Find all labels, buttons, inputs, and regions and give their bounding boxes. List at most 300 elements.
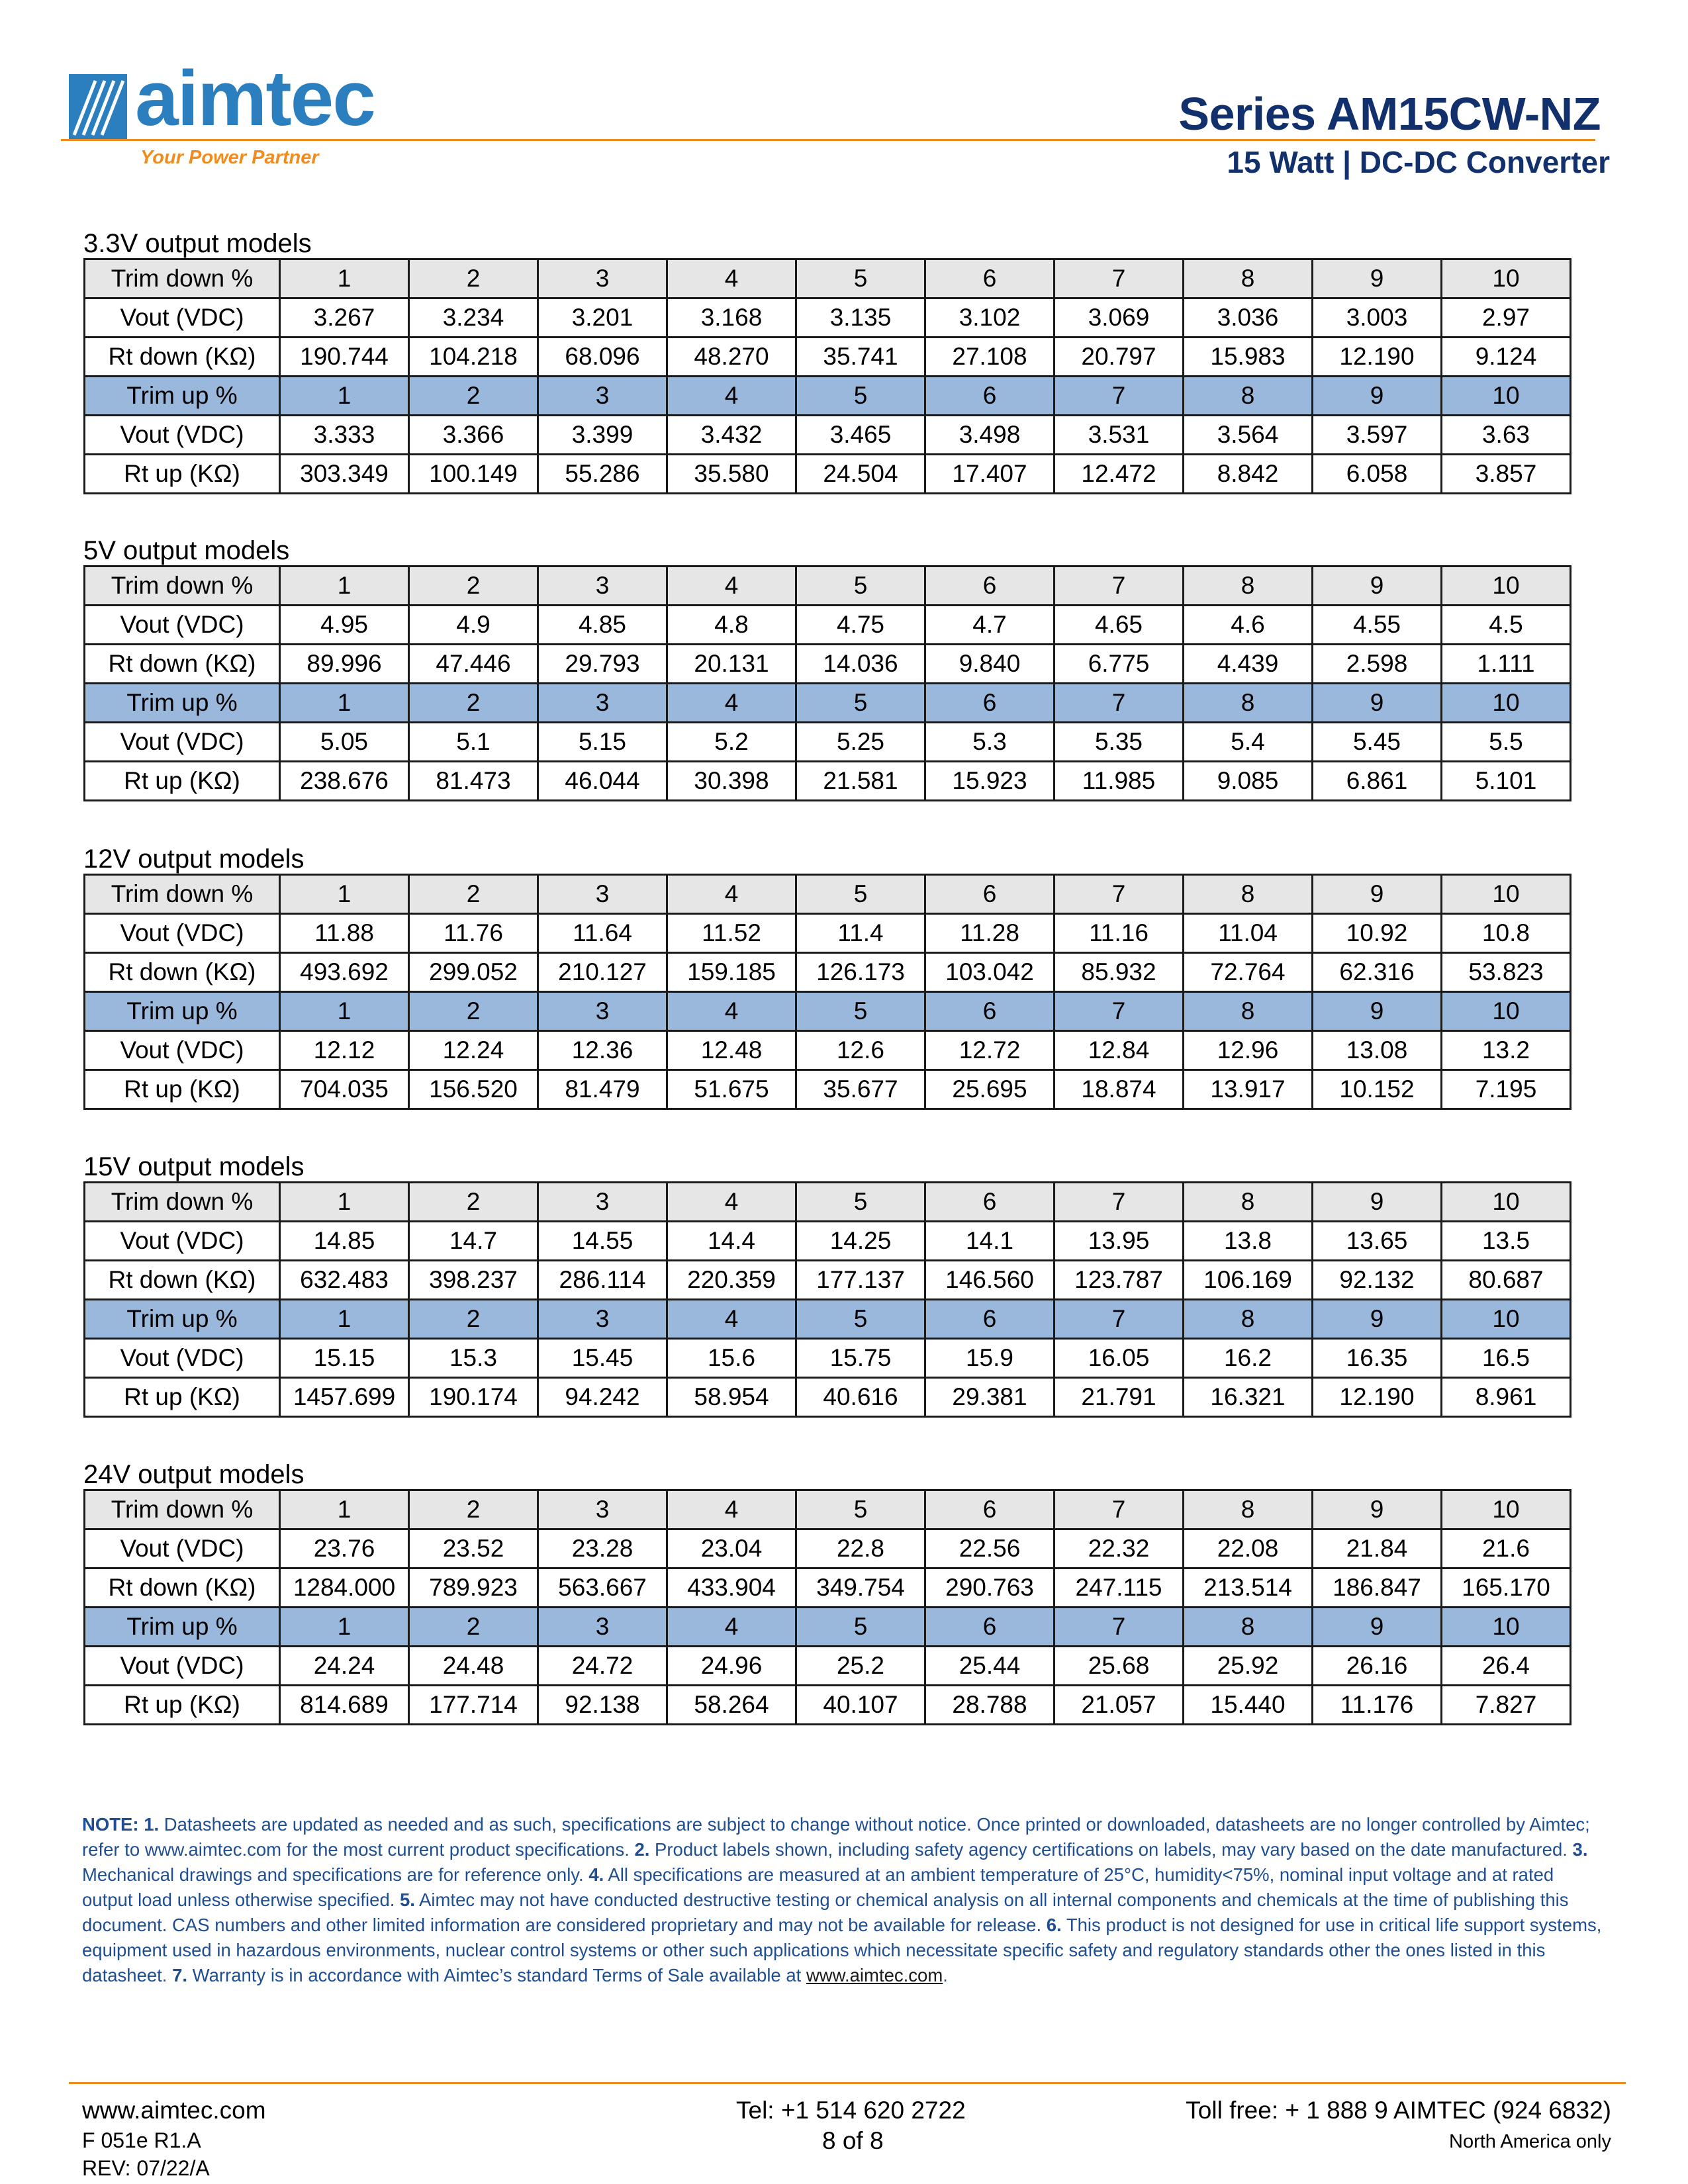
table-cell: 6 [925, 1608, 1055, 1647]
table-cell: 4.75 [796, 606, 925, 645]
table-cell: 1 [280, 259, 409, 298]
row-label: Trim down % [85, 1183, 280, 1222]
table-cell: 10 [1442, 1490, 1571, 1529]
table-cell: 2 [409, 259, 538, 298]
table-cell: 1 [280, 1490, 409, 1529]
table-cell: 6 [925, 567, 1055, 606]
trim-up-row [85, 992, 1571, 1031]
table-title: 24V output models [83, 1460, 305, 1489]
table-cell: 89.996 [280, 645, 409, 684]
table-cell: 5.2 [667, 723, 796, 762]
table-cell: 10 [1442, 1608, 1571, 1647]
table-cell: 3.003 [1313, 298, 1442, 338]
table-cell: 349.754 [796, 1569, 925, 1608]
table-cell: 15.440 [1184, 1686, 1313, 1725]
table-cell: 6 [925, 875, 1055, 914]
table-cell: 433.904 [667, 1569, 796, 1608]
row-label: Trim down % [85, 567, 280, 606]
table-cell: 4.65 [1055, 606, 1184, 645]
table-cell: 104.218 [409, 338, 538, 377]
table-cell: 22.56 [925, 1529, 1055, 1569]
table-cell: 11.985 [1055, 762, 1184, 801]
footer-toll-free: Toll free: + 1 888 9 AIMTEC (924 6832) [1186, 2097, 1611, 2124]
table-cell: 5 [796, 684, 925, 723]
note-text-1: Datasheets are updated as needed and as such, specifications are subject to change without notice. Once printed or downloaded, datasheets are no longer controlled by Aimtec; refer to www.aimtec.com for the most current product specifications. [82, 1814, 1590, 1860]
vout-up-row [85, 416, 1571, 455]
table-cell: 4.8 [667, 606, 796, 645]
table-cell: 25.92 [1184, 1647, 1313, 1686]
table-cell: 4.439 [1184, 645, 1313, 684]
table-cell: 14.036 [796, 645, 925, 684]
table-cell: 12.190 [1313, 1378, 1442, 1417]
table-cell: 8.961 [1442, 1378, 1571, 1417]
table-cell: 14.7 [409, 1222, 538, 1261]
table-cell: 14.55 [538, 1222, 667, 1261]
table-cell: 81.479 [538, 1070, 667, 1109]
table-cell: 8.842 [1184, 455, 1313, 494]
table-cell: 21.057 [1055, 1686, 1184, 1725]
note-text-6: This product is not designed for use in critical life support systems, equipment used in hazardous environments, nuclear control systems or other such applications which necessitate specific safety and regulatory standards other the ones listed in this datasheet. [82, 1915, 1602, 1985]
table-cell: 55.286 [538, 455, 667, 494]
table-title: 15V output models [83, 1152, 305, 1181]
table-cell: 3 [538, 1608, 667, 1647]
note-text-5: Aimtec may not have conducted destructive testing or chemical analysis on all internal components and chemicals at the time of publishing this document. CAS numbers and other limited information are considered proprietary and may not be available for release. [82, 1889, 1569, 1935]
table-cell: 40.107 [796, 1686, 925, 1725]
table-cell: 7 [1055, 1300, 1184, 1339]
table-cell: 25.44 [925, 1647, 1055, 1686]
table-cell: 4.85 [538, 606, 667, 645]
table-cell: 190.744 [280, 338, 409, 377]
table-cell: 12.12 [280, 1031, 409, 1070]
table-cell: 15.6 [667, 1339, 796, 1378]
note-num-2: 2. [634, 1839, 650, 1860]
table-cell: 3 [538, 259, 667, 298]
table-cell: 4 [667, 1300, 796, 1339]
table-cell: 72.764 [1184, 953, 1313, 992]
table-cell: 13.917 [1184, 1070, 1313, 1109]
table-cell: 7 [1055, 992, 1184, 1031]
table-cell: 22.08 [1184, 1529, 1313, 1569]
table-cell: 15.3 [409, 1339, 538, 1378]
trim-up-row [85, 1608, 1571, 1647]
table-cell: 5 [796, 259, 925, 298]
row-label: Trim up % [85, 1608, 280, 1647]
row-label: Rt down (KΩ) [85, 1569, 280, 1608]
table-cell: 5 [796, 875, 925, 914]
table-cell: 123.787 [1055, 1261, 1184, 1300]
table-cell: 2 [409, 567, 538, 606]
row-label: Vout (VDC) [85, 416, 280, 455]
table-cell: 47.446 [409, 645, 538, 684]
table-cell: 2 [409, 377, 538, 416]
table-cell: 9 [1313, 1608, 1442, 1647]
row-label: Vout (VDC) [85, 298, 280, 338]
table-cell: 53.823 [1442, 953, 1571, 992]
table-cell: 25.68 [1055, 1647, 1184, 1686]
rt-down-row [85, 953, 1571, 992]
table-cell: 23.76 [280, 1529, 409, 1569]
row-label: Rt down (KΩ) [85, 645, 280, 684]
table-cell: 9 [1313, 875, 1442, 914]
footer-divider [69, 2082, 1626, 2084]
table-cell: 2.97 [1442, 298, 1571, 338]
row-label: Trim down % [85, 259, 280, 298]
table-cell: 8 [1184, 259, 1313, 298]
rt-up-row [85, 455, 1571, 494]
table-cell: 3.465 [796, 416, 925, 455]
table-cell: 2 [409, 684, 538, 723]
table-cell: 10 [1442, 259, 1571, 298]
note-end: . [943, 1965, 948, 1985]
table-cell: 9 [1313, 377, 1442, 416]
table-cell: 14.1 [925, 1222, 1055, 1261]
table-cell: 26.4 [1442, 1647, 1571, 1686]
table-cell: 1 [280, 684, 409, 723]
table-cell: 3 [538, 684, 667, 723]
table-cell: 3.432 [667, 416, 796, 455]
table-cell: 10.92 [1313, 914, 1442, 953]
table-cell: 1 [280, 377, 409, 416]
table-cell: 35.580 [667, 455, 796, 494]
table-cell: 11.28 [925, 914, 1055, 953]
table-cell: 3.036 [1184, 298, 1313, 338]
table-cell: 7 [1055, 567, 1184, 606]
note-text-2: Product labels shown, including safety agency certifications on labels, may vary based on the date manufactured. [649, 1839, 1573, 1860]
table-cell: 13.65 [1313, 1222, 1442, 1261]
table-cell: 4 [667, 992, 796, 1031]
table-cell: 23.28 [538, 1529, 667, 1569]
table-cell: 12.96 [1184, 1031, 1313, 1070]
table-cell: 85.932 [1055, 953, 1184, 992]
table-cell: 21.6 [1442, 1529, 1571, 1569]
table-cell: 4 [667, 1490, 796, 1529]
table-cell: 20.797 [1055, 338, 1184, 377]
vout-down-row [85, 606, 1571, 645]
table-section [83, 844, 1571, 1110]
table-cell: 6 [925, 1300, 1055, 1339]
trim-down-row [85, 1490, 1571, 1529]
note-num-4: 4. [588, 1864, 604, 1885]
table-cell: 23.52 [409, 1529, 538, 1569]
row-label: Trim down % [85, 875, 280, 914]
table-cell: 30.398 [667, 762, 796, 801]
table-cell: 3.168 [667, 298, 796, 338]
table-cell: 11.88 [280, 914, 409, 953]
table-cell: 80.687 [1442, 1261, 1571, 1300]
table-cell: 704.035 [280, 1070, 409, 1109]
table-cell: 2 [409, 1608, 538, 1647]
table-cell: 17.407 [925, 455, 1055, 494]
table-cell: 5.3 [925, 723, 1055, 762]
table-cell: 5 [796, 567, 925, 606]
table-cell: 58.264 [667, 1686, 796, 1725]
table-cell: 4 [667, 1608, 796, 1647]
table-cell: 4.5 [1442, 606, 1571, 645]
rt-up-row [85, 1070, 1571, 1109]
table-cell: 563.667 [538, 1569, 667, 1608]
table-cell: 103.042 [925, 953, 1055, 992]
row-label: Vout (VDC) [85, 723, 280, 762]
table-cell: 10 [1442, 1183, 1571, 1222]
row-label: Vout (VDC) [85, 1529, 280, 1569]
table-cell: 35.741 [796, 338, 925, 377]
table-cell: 15.983 [1184, 338, 1313, 377]
aimtec-logo-mark-icon [69, 74, 127, 140]
table-cell: 210.127 [538, 953, 667, 992]
table-cell: 5 [796, 1490, 925, 1529]
vout-up-row [85, 1339, 1571, 1378]
table-cell: 5.4 [1184, 723, 1313, 762]
vout-up-row [85, 1031, 1571, 1070]
table-cell: 25.695 [925, 1070, 1055, 1109]
rt-up-row [85, 762, 1571, 801]
table-cell: 9 [1313, 1300, 1442, 1339]
row-label: Trim up % [85, 377, 280, 416]
aimtec-logo [69, 55, 375, 175]
table-cell: 25.2 [796, 1647, 925, 1686]
table-cell: 9.840 [925, 645, 1055, 684]
table-cell: 3 [538, 377, 667, 416]
table-cell: 14.25 [796, 1222, 925, 1261]
table-cell: 15.45 [538, 1339, 667, 1378]
table-cell: 12.84 [1055, 1031, 1184, 1070]
row-label: Vout (VDC) [85, 606, 280, 645]
table-cell: 4.9 [409, 606, 538, 645]
table-cell: 9 [1313, 1490, 1442, 1529]
table-cell: 2 [409, 1490, 538, 1529]
table-cell: 22.32 [1055, 1529, 1184, 1569]
table-cell: 13.95 [1055, 1222, 1184, 1261]
rt-down-row [85, 645, 1571, 684]
table-cell: 16.35 [1313, 1339, 1442, 1378]
table-cell: 11.176 [1313, 1686, 1442, 1725]
table-cell: 16.321 [1184, 1378, 1313, 1417]
note-text-4: All specifications are measured at an ambient temperature of 25°C, humidity<75%, nominal input voltage and at rated output load unless otherwise specified. [82, 1864, 1554, 1910]
table-section [83, 229, 1571, 494]
table-cell: 13.08 [1313, 1031, 1442, 1070]
table-cell: 11.52 [667, 914, 796, 953]
table-cell: 190.174 [409, 1378, 538, 1417]
trim-up-row [85, 377, 1571, 416]
table-cell: 12.472 [1055, 455, 1184, 494]
table-cell: 3 [538, 1490, 667, 1529]
table-cell: 16.5 [1442, 1339, 1571, 1378]
table-cell: 3.564 [1184, 416, 1313, 455]
table-cell: 35.677 [796, 1070, 925, 1109]
table-cell: 10 [1442, 1300, 1571, 1339]
table-cell: 3.069 [1055, 298, 1184, 338]
table-cell: 159.185 [667, 953, 796, 992]
table-cell: 13.8 [1184, 1222, 1313, 1261]
table-cell: 1457.699 [280, 1378, 409, 1417]
table-cell: 7 [1055, 1183, 1184, 1222]
table-cell: 6 [925, 992, 1055, 1031]
table-cell: 398.237 [409, 1261, 538, 1300]
table-cell: 24.504 [796, 455, 925, 494]
table-cell: 9 [1313, 1183, 1442, 1222]
table-cell: 26.16 [1313, 1647, 1442, 1686]
table-cell: 177.714 [409, 1686, 538, 1725]
row-label: Trim up % [85, 684, 280, 723]
table-cell: 2 [409, 1183, 538, 1222]
table-cell: 2.598 [1313, 645, 1442, 684]
table-cell: 3 [538, 875, 667, 914]
table-cell: 2 [409, 992, 538, 1031]
table-cell: 814.689 [280, 1686, 409, 1725]
table-cell: 22.8 [796, 1529, 925, 1569]
table-cell: 51.675 [667, 1070, 796, 1109]
table-cell: 3.366 [409, 416, 538, 455]
table-cell: 3.531 [1055, 416, 1184, 455]
row-label: Vout (VDC) [85, 1339, 280, 1378]
table-section [83, 1152, 1571, 1418]
table-cell: 100.149 [409, 455, 538, 494]
table-cell: 4 [667, 1183, 796, 1222]
table-cell: 1 [280, 1183, 409, 1222]
trim-up-row [85, 1300, 1571, 1339]
table-cell: 3.498 [925, 416, 1055, 455]
trim-down-row [85, 567, 1571, 606]
vout-down-row [85, 914, 1571, 953]
table-cell: 11.04 [1184, 914, 1313, 953]
vout-up-row [85, 1647, 1571, 1686]
table-cell: 14.85 [280, 1222, 409, 1261]
table-cell: 10 [1442, 567, 1571, 606]
rt-down-row [85, 338, 1571, 377]
table-cell: 8 [1184, 1490, 1313, 1529]
table-cell: 24.24 [280, 1647, 409, 1686]
table-cell: 6 [925, 377, 1055, 416]
table-cell: 81.473 [409, 762, 538, 801]
table-cell: 6.861 [1313, 762, 1442, 801]
table-title: 5V output models [83, 536, 290, 565]
row-label: Trim down % [85, 1490, 280, 1529]
table-cell: 11.16 [1055, 914, 1184, 953]
table-cell: 4 [667, 259, 796, 298]
row-label: Rt up (KΩ) [85, 762, 280, 801]
table-cell: 3.201 [538, 298, 667, 338]
table-cell: 3.135 [796, 298, 925, 338]
table-cell: 4.55 [1313, 606, 1442, 645]
note-num-1: 1. [144, 1814, 160, 1835]
table-cell: 8 [1184, 684, 1313, 723]
table-cell: 3.597 [1313, 416, 1442, 455]
table-cell: 21.581 [796, 762, 925, 801]
footer-website[interactable]: www.aimtec.com [82, 2097, 266, 2124]
table-cell: 220.359 [667, 1261, 796, 1300]
table-cell: 5 [796, 1300, 925, 1339]
footer-region-note: North America only [1449, 2131, 1611, 2152]
table-cell: 68.096 [538, 338, 667, 377]
table-cell: 16.05 [1055, 1339, 1184, 1378]
table-cell: 7 [1055, 684, 1184, 723]
table-cell: 632.483 [280, 1261, 409, 1300]
footer-telephone: Tel: +1 514 620 2722 [736, 2097, 966, 2124]
row-label: Rt down (KΩ) [85, 1261, 280, 1300]
vout-down-row [85, 1529, 1571, 1569]
table-section [83, 1460, 1571, 1725]
row-label: Vout (VDC) [85, 914, 280, 953]
table-cell: 1 [280, 875, 409, 914]
table-cell: 1 [280, 992, 409, 1031]
table-cell: 20.131 [667, 645, 796, 684]
table-cell: 12.190 [1313, 338, 1442, 377]
vout-down-row [85, 298, 1571, 338]
table-cell: 11.64 [538, 914, 667, 953]
table-cell: 8 [1184, 992, 1313, 1031]
table-cell: 9 [1313, 567, 1442, 606]
table-cell: 8 [1184, 1608, 1313, 1647]
table-cell: 290.763 [925, 1569, 1055, 1608]
table-cell: 92.138 [538, 1686, 667, 1725]
table-cell: 12.36 [538, 1031, 667, 1070]
table-cell: 1284.000 [280, 1569, 409, 1608]
table-cell: 6 [925, 1183, 1055, 1222]
table-cell: 146.560 [925, 1261, 1055, 1300]
table-cell: 4 [667, 875, 796, 914]
table-cell: 7 [1055, 259, 1184, 298]
table-cell: 12.48 [667, 1031, 796, 1070]
table-cell: 4 [667, 684, 796, 723]
table-cell: 9 [1313, 259, 1442, 298]
table-cell: 46.044 [538, 762, 667, 801]
table-cell: 8 [1184, 567, 1313, 606]
table-cell: 177.137 [796, 1261, 925, 1300]
table-cell: 10.8 [1442, 914, 1571, 953]
table-cell: 10 [1442, 684, 1571, 723]
table-cell: 789.923 [409, 1569, 538, 1608]
vout-up-row [85, 723, 1571, 762]
table-cell: 6.775 [1055, 645, 1184, 684]
rt-up-row [85, 1378, 1571, 1417]
table-cell: 5 [796, 377, 925, 416]
row-label: Trim up % [85, 1300, 280, 1339]
table-cell: 9.085 [1184, 762, 1313, 801]
table-cell: 48.270 [667, 338, 796, 377]
trim-down-row [85, 875, 1571, 914]
trim-table [83, 1181, 1571, 1418]
table-cell: 1.111 [1442, 645, 1571, 684]
table-cell: 13.5 [1442, 1222, 1571, 1261]
table-cell: 5.5 [1442, 723, 1571, 762]
table-cell: 6.058 [1313, 455, 1442, 494]
trim-up-row [85, 684, 1571, 723]
note-num-7: 7. [172, 1965, 188, 1985]
rt-down-row [85, 1261, 1571, 1300]
table-cell: 2 [409, 875, 538, 914]
row-label: Vout (VDC) [85, 1222, 280, 1261]
table-cell: 24.48 [409, 1647, 538, 1686]
table-cell: 6 [925, 259, 1055, 298]
table-cell: 7.195 [1442, 1070, 1571, 1109]
table-cell: 7 [1055, 875, 1184, 914]
table-cell: 10 [1442, 377, 1571, 416]
table-cell: 165.170 [1442, 1569, 1571, 1608]
header-divider [61, 139, 1595, 141]
table-cell: 11.4 [796, 914, 925, 953]
series-subtitle: 15 Watt | DC-DC Converter [1227, 145, 1610, 179]
row-label: Rt down (KΩ) [85, 338, 280, 377]
table-cell: 4 [667, 377, 796, 416]
table-cell: 23.04 [667, 1529, 796, 1569]
table-cell: 186.847 [1313, 1569, 1442, 1608]
aimtec-website-link[interactable]: www.aimtec.com [806, 1965, 943, 1985]
table-cell: 3.333 [280, 416, 409, 455]
table-cell: 7 [1055, 1608, 1184, 1647]
note-text-7: Warranty is in accordance with Aimtec’s standard Terms of Sale available at [187, 1965, 806, 1985]
note-num-5: 5. [400, 1889, 415, 1910]
trim-down-row [85, 259, 1571, 298]
